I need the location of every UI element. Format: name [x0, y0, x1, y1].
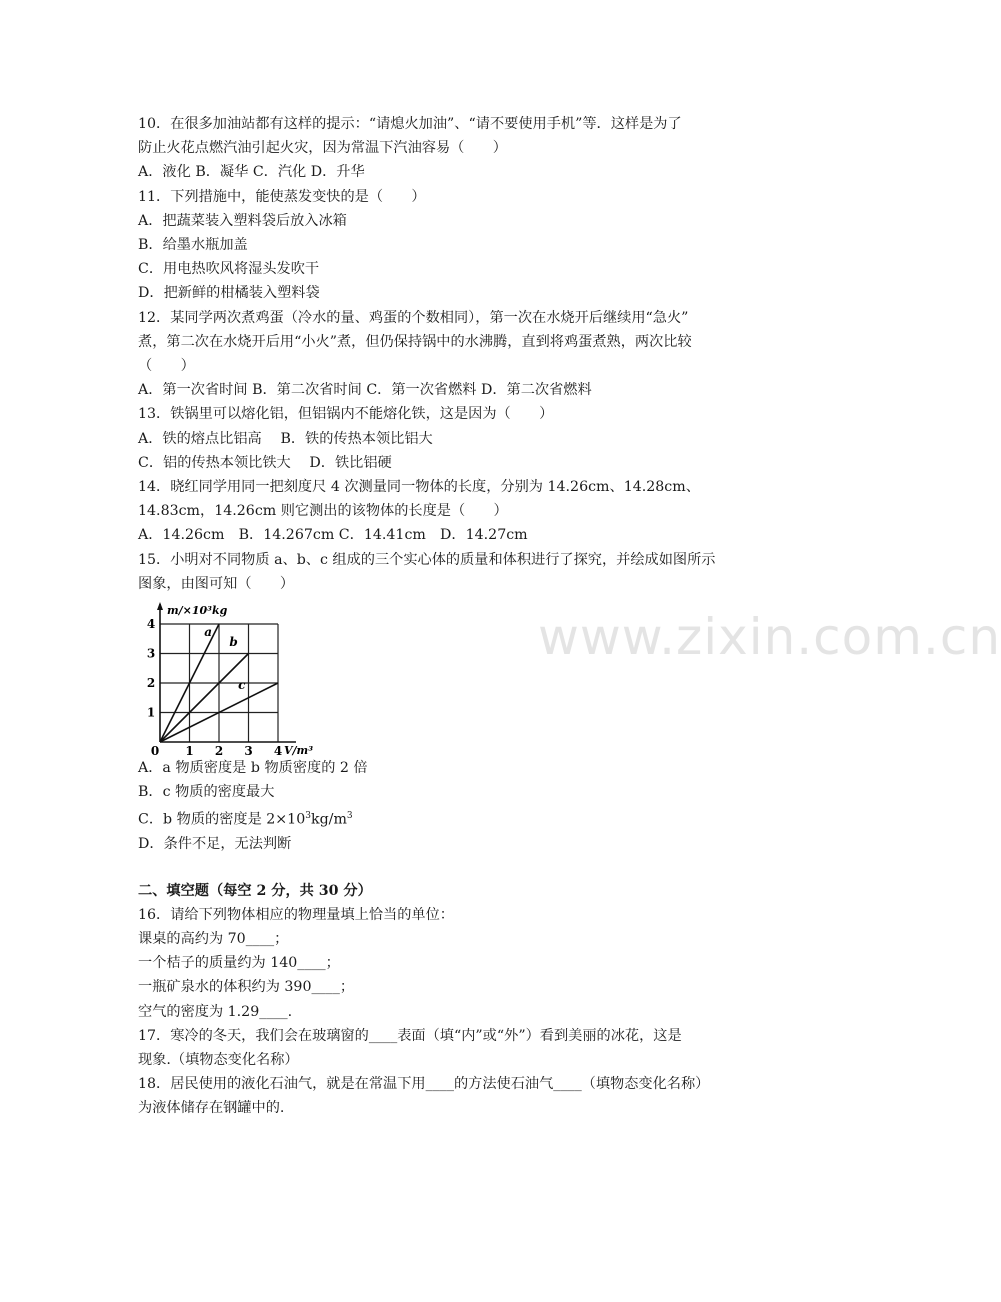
- q15-line1: 15．小明对不同物质 a、b、c 组成的三个实心体的质量和体积进行了探究，并绘成如图所示: [138, 551, 716, 568]
- q11-option-b: B．给墨水瓶加盖: [138, 237, 248, 254]
- mass-volume-chart: [128, 600, 318, 759]
- origin-label: 0: [150, 744, 160, 759]
- q13-stem: 13．铁锅里可以熔化铝，但铝锅内不能熔化铁，这是因为（ ）: [138, 406, 554, 423]
- series-label-b: b: [229, 635, 238, 650]
- y-axis-arrow: [157, 602, 163, 610]
- series-label-c: c: [238, 677, 246, 692]
- q14-options: A．14.26cm B．14.267cm C．14.41cm D．14.27cm: [138, 527, 528, 544]
- q15-line2: 图象，由图可知（ ）: [138, 575, 295, 592]
- question-13: [138, 402, 788, 475]
- q15-option-c-exp1: 3: [305, 811, 311, 822]
- q13-options-cd: C．铝的传热本领比铁大 D．铁比铝硬: [138, 454, 392, 471]
- question-15: [138, 548, 788, 857]
- q15-option-c-exp2: 3: [346, 811, 353, 822]
- q10-options: A．液化 B．凝华 C．汽化 D．升华: [138, 164, 365, 181]
- question-17: [138, 1024, 788, 1072]
- y-axis-label: m/×10³kg: [167, 604, 228, 618]
- series-line-b: [160, 654, 249, 743]
- q16-item-3: 一瓶矿泉水的体积约为 390____；: [138, 979, 355, 996]
- q17-line1: 17．寒冷的冬天，我们会在玻璃窗的____表面（填“内”或“外”）看到美丽的冰花，这是: [138, 1027, 682, 1044]
- q11-option-d: D．把新鲜的柑橘装入塑料袋: [138, 285, 320, 302]
- x-tick-label: 2: [214, 744, 224, 759]
- q17-line2: 现象.（填物态变化名称）: [138, 1052, 299, 1069]
- q16-item-1: 课桌的高约为 70____；: [138, 931, 289, 948]
- q10-line2: 防止火花点燃汽油引起火灾，因为常温下汽油容易（ ）: [138, 140, 507, 157]
- q16-stem: 16．请给下列物体相应的物理量填上恰当的单位：: [138, 906, 454, 923]
- q15-option-d: D．条件不足，无法判断: [138, 836, 292, 853]
- q18-line1: 18．居民使用的液化石油气，就是在常温下用____的方法使石油气____（填物态变化名称）: [138, 1076, 710, 1093]
- x-tick-label: 1: [185, 744, 194, 759]
- q16-item-4: 空气的密度为 1.29____.: [138, 1003, 293, 1020]
- q10-line1: 10．在很多加油站都有这样的提示：“请熄火加油”、“请不要使用手机”等．这样是为了: [138, 116, 682, 132]
- q15-option-c: [138, 804, 788, 832]
- q12-line3: （ ）: [138, 358, 195, 375]
- q12-line1: 12．某同学两次煮鸡蛋（冷水的量、鸡蛋的个数相同），第一次在水烧开后继续用“急火”: [138, 309, 689, 326]
- q11-option-a: A．把蔬菜装入塑料袋后放入冰箱: [138, 212, 347, 229]
- y-tick-label: 1: [146, 705, 156, 720]
- q14-line2: 14.83cm，14.26cm 则它测出的该物体的长度是（ ）: [138, 503, 508, 520]
- question-12: [138, 306, 788, 403]
- q16-item-2: 一个桔子的质量约为 140____；: [138, 955, 340, 972]
- x-tick-label: 4: [273, 744, 283, 759]
- section-2-title: 二、填空题（每空 2 分，共 30 分）: [138, 882, 372, 899]
- question-11: [138, 185, 788, 306]
- watermark: www.zixin.com.cn: [538, 608, 1001, 666]
- question-16: [138, 903, 788, 1024]
- y-tick-label: 4: [146, 617, 156, 632]
- y-tick-label: 2: [146, 676, 156, 691]
- q15-option-a: A．a 物质密度是 b 物质密度的 2 倍: [138, 760, 368, 777]
- x-axis-label: V/m³: [284, 744, 314, 758]
- series-label-a: a: [204, 624, 213, 639]
- q11-option-c: C．用电热吹风将湿头发吹干: [138, 261, 320, 278]
- q13-options-ab: A．铁的熔点比铝高 B．铁的传热本领比铝大: [138, 430, 433, 447]
- q12-line2: 煮，第二次在水烧开后用“小火”煮，但仍保持锅中的水沸腾，直到将鸡蛋煮熟，两次比较: [138, 333, 692, 350]
- chart-axes: [157, 602, 296, 742]
- q15-option-b: B．c 物质的密度最大: [138, 784, 275, 801]
- y-tick-label: 3: [146, 646, 156, 661]
- q14-line1: 14．晓红同学用同一把刻度尺 4 次测量同一物体的长度，分别为 14.26cm、14.28cm、: [138, 479, 700, 496]
- exam-page: [138, 112, 788, 1121]
- q15-option-c-unit: kg/m: [310, 812, 347, 829]
- question-10: [138, 112, 788, 185]
- question-14: [138, 475, 788, 548]
- q11-stem: 11．下列措施中，能使蒸发变快的是（ ）: [138, 188, 426, 205]
- question-18: [138, 1072, 788, 1120]
- x-tick-label: 3: [244, 744, 253, 759]
- q12-options: A．第一次省时间 B．第二次省时间 C．第一次省燃料 D．第二次省燃料: [138, 382, 592, 399]
- q18-line2: 为液体储存在钢罐中的.: [138, 1100, 285, 1117]
- q15-option-c-text: C．b 物质的密度是 2×10: [138, 812, 306, 829]
- chart-labels: [147, 604, 313, 758]
